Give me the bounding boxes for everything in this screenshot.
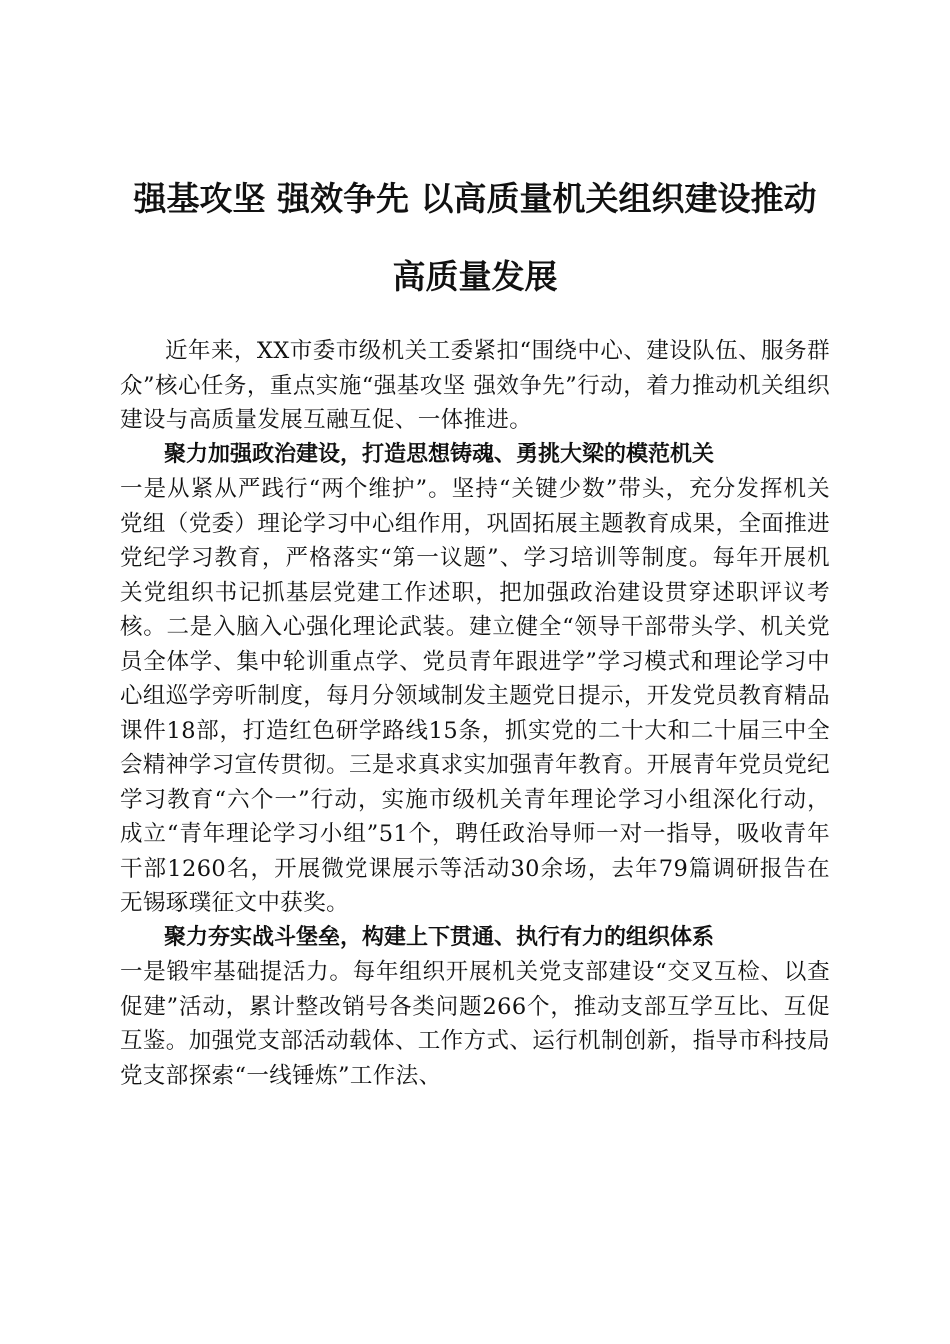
document-page (120, 160, 830, 1093)
section-heading-1: 聚力加强政治建设，打造思想铸魂、勇挑大梁的模范机关 (164, 441, 715, 467)
section-body-1: 一是从紧从严践行“两个维护”。坚持“关键少数”带头，充分发挥机关党组（党委）理论学习中心组作用，巩固拓展主题教育成果，全面推进党纪学习教育，严格落实“第一议题”、学习培训等制度。每年开展机关党组织书记抓基层党建工作述职，把加强政治建设贯穿述职评议考核。二是入脑入心强化理论武装。建立健全“领导干部带头学、机关党员全体学、集中轮训重点学、党员青年跟进学”学习模式和理论学习中心组巡学旁听制度，每月分领域制发主题党日提示，开发党员教育精品课件18部，打造红色研学路线15条，抓实党的二十大和二十届三中全会精神学习宣传贯彻。三是求真求实加强青年教育。开展青年党员党纪学习教育“六个一”行动，实施市级机关青年理论学习小组深化行动，成立“青年理论学习小组”51个，聘任政治导师一对一指导，吸收青年干部1260名，开展微党课展示等活动30余场，去年79篇调研报告在无锡琢璞征文中获奖。 (120, 476, 830, 916)
section-body-2: 一是锻牢基础提活力。每年组织开展机关党支部建设“交叉互检、以查促建”活动，累计整改销号各类问题266个，推动支部互学互比、互促互鉴。加强党支部活动载体、工作方式、运行机制创新，指导市科技局党支部探索“一线锤炼”工作法、 (120, 959, 830, 1089)
intro-paragraph: 近年来，XX市委市级机关工委紧扣“围绕中心、建设队伍、服务群众”核心任务，重点实施“强基攻坚 强效争先”行动，着力推动机关组织建设与高质量发展互融互促、一体推进。 (120, 338, 830, 433)
section-heading-2: 聚力夯实战斗堡垒，构建上下贯通、执行有力的组织体系 (164, 924, 715, 950)
document-title: 强基攻坚 强效争先 以高质量机关组织建设推动高质量发展 (133, 179, 817, 296)
